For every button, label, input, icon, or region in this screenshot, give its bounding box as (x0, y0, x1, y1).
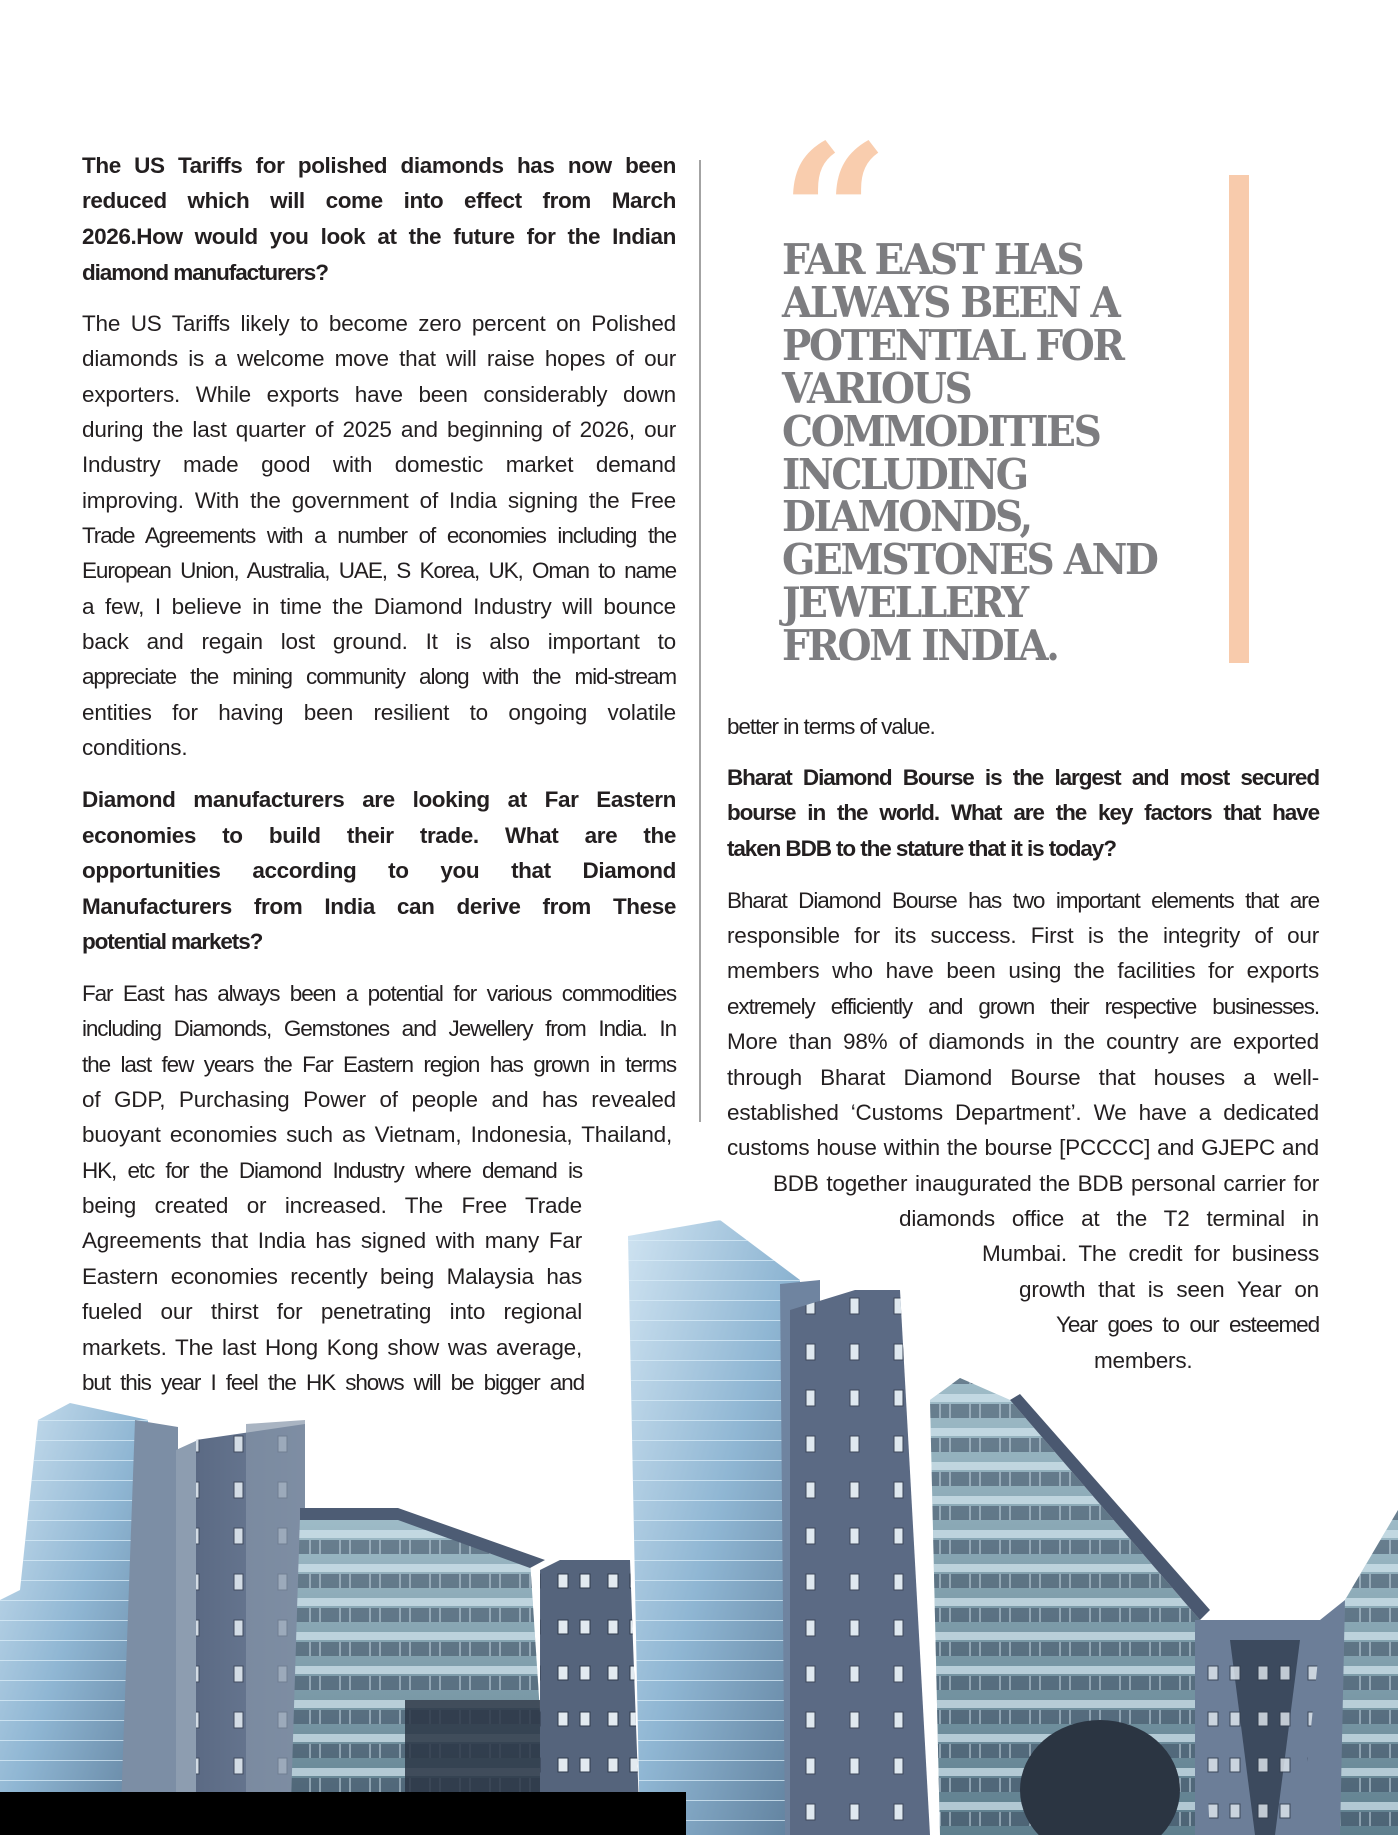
question-line: Manufacturers from India can derive from These (82, 894, 676, 919)
pull-quote-line: VARIOUS (782, 364, 971, 413)
paragraph-line: More than 98% of diamonds in the country are exported (727, 1029, 1319, 1054)
question-line: economies to build their trade. What are the (82, 823, 676, 848)
paragraph-line: Far East has always been a potential for various commodities (82, 981, 676, 1006)
question-line: opportunities according to you that Diamond (82, 858, 676, 883)
pull-quote-line: INCLUDING (782, 450, 1027, 499)
pull-quote-line: JEWELLERY (782, 578, 1027, 627)
building-skyline-image (0, 1180, 1398, 1835)
question-line: Diamond manufacturers are looking at Far Eastern (82, 787, 676, 812)
paragraph-line: entities for having been resilient to ongoing volatile (82, 700, 676, 725)
question-line: 2026.How would you look at the future for the Indian (82, 224, 676, 249)
paragraph-line: established ‘Customs Department’. We have a dedicated (727, 1100, 1319, 1125)
paragraph-line: HK, etc for the Diamond Industry where demand is (82, 1158, 582, 1183)
paragraph-line: improving. With the government of India signing the Free (82, 488, 676, 513)
paragraph-line: members who have been using the facilities for exports (727, 958, 1319, 983)
paragraph-line: diamonds is a welcome move that will raise hopes of our (82, 346, 676, 371)
pull-quote-line: GEMSTONES AND (782, 535, 1157, 584)
pull-quote-line: COMMODITIES (782, 407, 1100, 456)
column-divider (699, 160, 701, 1122)
paragraph-line: diamonds office at the T2 terminal in (899, 1206, 1319, 1231)
pull-quote-line: FROM INDIA. (782, 621, 1058, 670)
paragraph-line: appreciate the mining community along with the mid-stream (82, 664, 676, 689)
paragraph-line: markets. The last Hong Kong show was average, (82, 1335, 582, 1360)
paragraph-line: through Bharat Diamond Bourse that houses a well- (727, 1065, 1319, 1090)
paragraph-line: Eastern economies recently being Malaysia has (82, 1264, 582, 1289)
pull-quote-line: DIAMONDS, (782, 492, 1031, 541)
pull-quote-line: FAR EAST HAS (782, 235, 1083, 284)
pull-quote-line: POTENTIAL FOR (782, 321, 1123, 370)
question-line: taken BDB to the stature that it is today? (727, 836, 1116, 861)
question-line: The US Tariffs for polished diamonds has now been (82, 153, 676, 178)
paragraph-line: growth that is seen Year on (1019, 1277, 1319, 1302)
question-line: potential markets? (82, 929, 263, 954)
paragraph-line: a few, I believe in time the Diamond Industry will bounce (82, 594, 676, 619)
paragraph-line: responsible for its success. First is the integrity of our (727, 923, 1319, 948)
paragraph-line: buoyant economies such as Vietnam, Indonesia, Thailand, (82, 1122, 672, 1147)
paragraph-line: Mumbai. The credit for business (982, 1241, 1319, 1266)
paragraph-line: members. (1094, 1348, 1193, 1373)
paragraph-line: Trade Agreements with a number of economies including the (82, 523, 676, 548)
paragraph-line: Agreements that India has signed with many Far (82, 1228, 582, 1253)
paragraph-line: during the last quarter of 2025 and beginning of 2026, our (82, 417, 676, 442)
paragraph-line: of GDP, Purchasing Power of people and has revealed (82, 1087, 676, 1112)
paragraph-line: including Diamonds, Gemstones and Jewellery from India. In (82, 1016, 676, 1041)
paragraph-line: but this year I feel the HK shows will be bigger and (82, 1370, 584, 1395)
paragraph-line: Bharat Diamond Bourse has two important elements that are (727, 888, 1319, 913)
paragraph-line: exporters. While exports have been considerably down (82, 382, 676, 407)
footer-black-bar (0, 1792, 686, 1835)
paragraph-line: The US Tariffs likely to become zero percent on Polished (82, 311, 676, 336)
paragraph-line: being created or increased. The Free Trade (82, 1193, 582, 1218)
question-line: reduced which will come into effect from March (82, 188, 676, 213)
paragraph-line: the last few years the Far Eastern region has grown in terms (82, 1052, 676, 1077)
paragraph-line: Industry made good with domestic market demand (82, 452, 676, 477)
paragraph-line: BDB together inaugurated the BDB personal carrier for (773, 1171, 1319, 1196)
continuation-line: better in terms of value. (727, 714, 935, 739)
paragraph-line: Year goes to our esteemed (1056, 1312, 1319, 1337)
paragraph-line: extremely efficiently and grown their respective businesses. (727, 994, 1319, 1019)
question-line: Bharat Diamond Bourse is the largest and most secured (727, 765, 1319, 790)
pull-quote-line: ALWAYS BEEN A (782, 278, 1119, 327)
quote-accent-bar (1229, 175, 1249, 663)
paragraph-line: European Union, Australia, UAE, S Korea, UK, Oman to name (82, 558, 676, 583)
question-line: diamond manufacturers? (82, 260, 328, 285)
question-line: bourse in the world. What are the key factors that have (727, 800, 1319, 825)
paragraph-line: fueled our thirst for penetrating into regional (82, 1299, 582, 1324)
paragraph-line: back and regain lost ground. It is also important to (82, 629, 676, 654)
paragraph-line: conditions. (82, 735, 188, 760)
paragraph-line: customs house within the bourse [PCCCC] and GJEPC and (727, 1135, 1319, 1160)
quote-mark-icon: “ (780, 103, 872, 326)
